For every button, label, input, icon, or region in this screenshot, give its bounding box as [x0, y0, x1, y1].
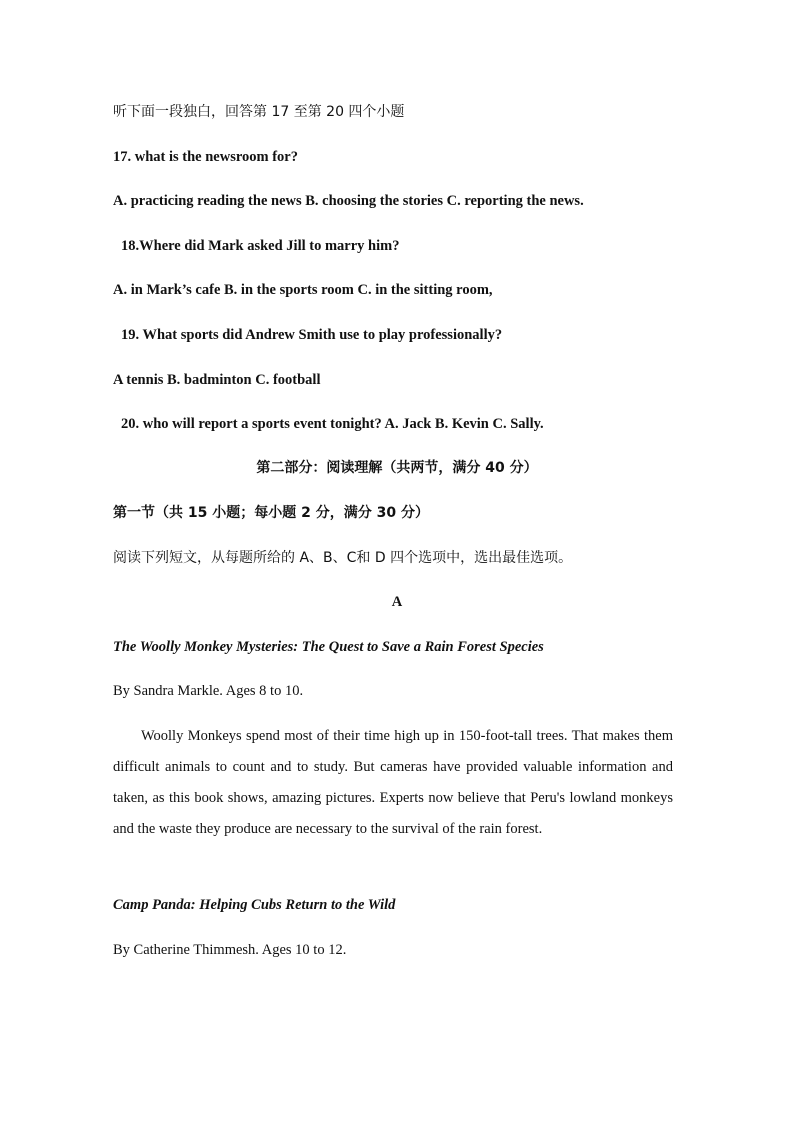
section1-title: 第一节（共 15 小题；每小题 2 分，满分 30 分）: [113, 505, 429, 521]
question-17-options: A. practicing reading the news B. choosing the stories C. reporting the news.: [113, 193, 584, 209]
book2-byline: By Catherine Thimmesh. Ages 10 to 12.: [113, 942, 347, 958]
question-18: 18.Where did Mark asked Jill to marry him?: [121, 238, 400, 254]
question-20: 20. who will report a sports event tonight? A. Jack B. Kevin C. Sally.: [121, 416, 544, 432]
book1-description: Woolly Monkeys spend most of their time high up in 150-foot-tall trees. That makes them difficult animals to count and to study. But cameras have provided valuable information and taken, as this book shows, amazing pictures. Experts now believe that Peru's lowland monkeys and the waste they produce are necessary to the survival of the rain forest.: [113, 728, 673, 837]
listening-instruction: 听下面一段独白，回答第 17 至第 20 四个小题: [113, 104, 405, 120]
reading-instruction: 阅读下列短文，从每题所给的 A、B、C和 D 四个选项中，选出最佳选项。: [113, 550, 573, 566]
book1-title: The Woolly Monkey Mysteries: The Quest to Save a Rain Forest Species: [113, 639, 544, 655]
book2-title: Camp Panda: Helping Cubs Return to the Wild: [113, 897, 396, 913]
question-17: 17. what is the newsroom for?: [113, 149, 298, 165]
passage-label: A: [391, 594, 403, 610]
book1-byline: By Sandra Markle. Ages 8 to 10.: [113, 683, 304, 699]
question-18-options: A. in Mark’s cafe B. in the sports room C. in the sitting room,: [113, 282, 493, 298]
question-19: 19. What sports did Andrew Smith use to play professionally?: [121, 327, 503, 343]
part2-title: 第二部分：阅读理解（共两节，满分 40 分）: [256, 460, 538, 476]
question-19-options: A tennis B. badminton C. football: [113, 372, 321, 388]
